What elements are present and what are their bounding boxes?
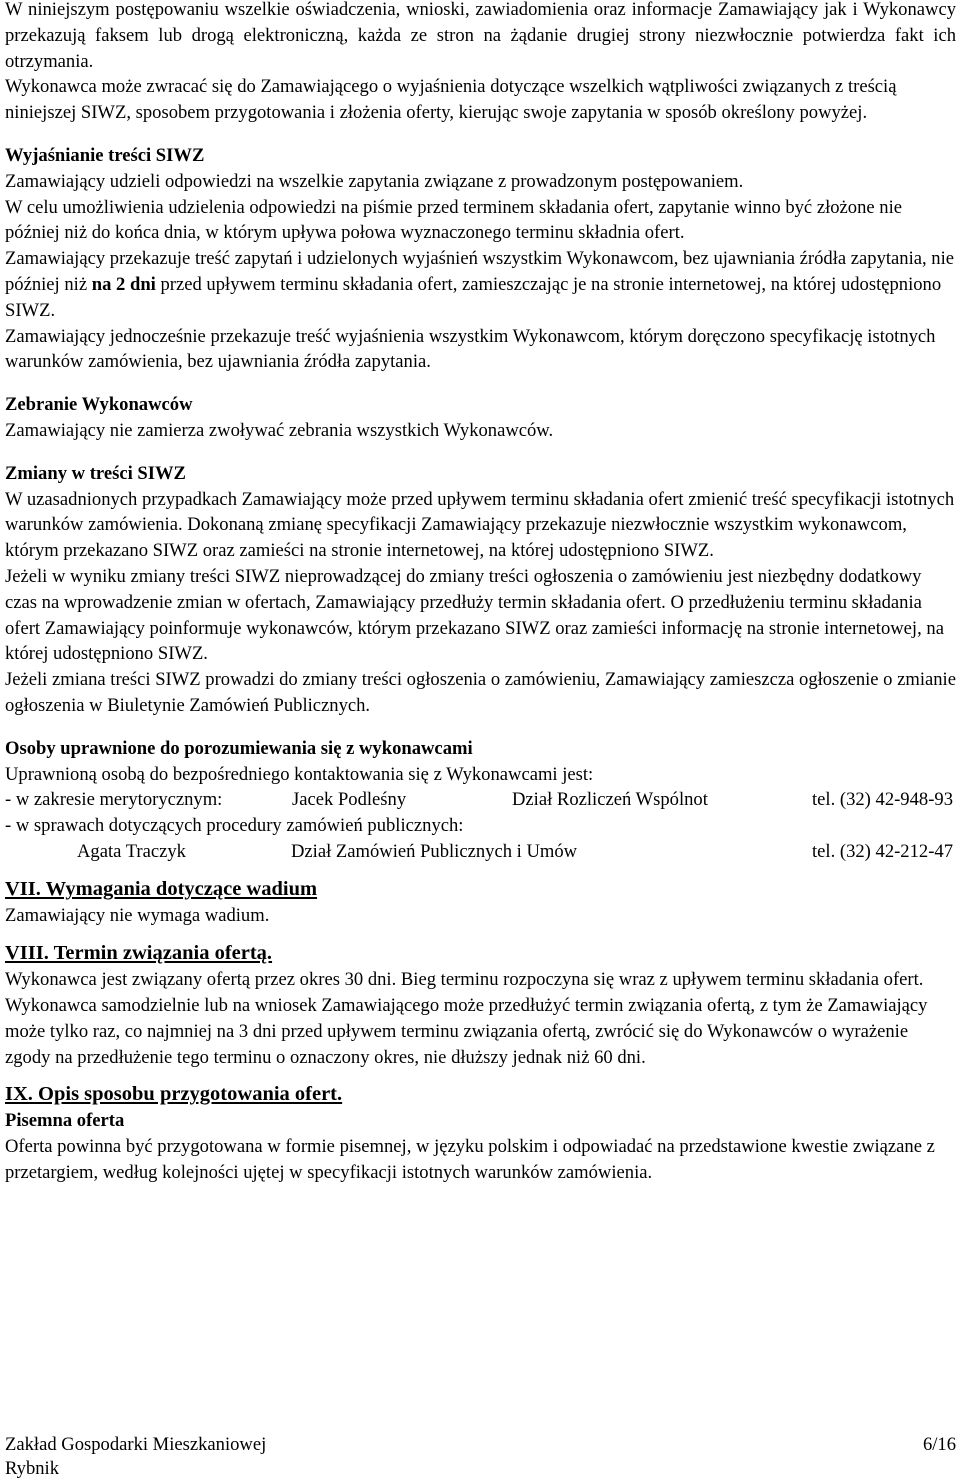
deadline-emphasis: na 2 dni <box>91 273 156 295</box>
zmiany-paragraph-2: Jeżeli w wyniku zmiany treści SIWZ nieprowadzącej do zmiany treści ogłoszenia o zamówieniu jest niezbędny dodatkowy czas na wprowadzenie zmian w ofertach, Zamawiający przedłuży termin składania ofert. O przedłużeniu terminu składania ofert Zamawiający poinformuje wykonawców, którym przekazano SIWZ oraz zamieści informację na stronie internetowej, na której udostępniono SIWZ. <box>5 565 944 665</box>
contact-name: Jacek Podleśny <box>292 789 407 811</box>
section-heading-viii: VIII. Termin związania ofertą. <box>5 942 273 965</box>
wyjasnianie-paragraph-4: Zamawiający jednocześnie przekazuje treść wyjaśnienia wszystkim Wykonawcom, którym doręczono specyfikację istotnych warunków zamówienia, bez ujawniania źródła zapytania. <box>5 325 936 373</box>
subsection-heading-pisemna-oferta: Pisemna oferta <box>5 1110 125 1132</box>
section-heading-zmiany: Zmiany w treści SIWZ <box>5 462 186 484</box>
section-heading-wyjasnianie: Wyjaśnianie treści SIWZ <box>5 144 205 166</box>
page-footer <box>5 1432 956 1480</box>
ix-paragraph: Oferta powinna być przygotowana w formie pisemnej, w języku polskim i odpowiadać na przedstawione kwestie związane z przetargiem, według kolejności ujętej w specyfikacji istotnych warunków zamówienia. <box>5 1136 935 1183</box>
zebranie-paragraph: Zamawiający nie zamierza zwoływać zebrania wszystkich Wykonawców. <box>5 419 554 441</box>
document-page <box>5 0 956 1186</box>
footer-city: Rybnik <box>5 1458 60 1479</box>
zmiany-paragraph-3: Jeżeli zmiana treści SIWZ prowadzi do zmiany treści ogłoszenia o zamówieniu, Zamawiający zamieszcza ogłoszenie o zmianie ogłoszenia w Biuletynie Zamówień Publicznych. <box>5 669 956 716</box>
section-heading-ix: IX. Opis sposobu przygotowania ofert. <box>5 1083 343 1106</box>
vii-paragraph: Zamawiający nie wymaga wadium. <box>5 905 270 927</box>
wyjasnianie-paragraph-3 <box>5 246 956 323</box>
contact-department: Dział Rozliczeń Wspólnot <box>512 789 708 811</box>
section-heading-osoby: Osoby uprawnione do porozumiewania się z wykonawcami <box>5 737 473 759</box>
contact-name: Agata Traczyk <box>77 841 186 863</box>
page-number: 6/16 <box>922 1434 956 1455</box>
zmiany-paragraph-1: W uzasadnionych przypadkach Zamawiający może przed upływem terminu składania ofert zmienić treść specyfikacji istotnych warunków zamówienia. Dokonaną zmianę specyfikacji Zamawiający przekazuje niezwłocznie wszystkim wykonawcom, którym przekazano SIWZ oraz zamieści na stronie internetowej, na której udostępniono SIWZ. <box>5 488 955 562</box>
wyjasnianie-paragraph-1: Zamawiający udzieli odpowiedzi na wszelkie zapytania związane z prowadzonym postępowaniem. <box>5 170 744 192</box>
contact-row-procedura <box>5 839 956 865</box>
contact-scope-label: - w zakresie merytorycznym: <box>5 789 223 811</box>
viii-paragraph-1: Wykonawca jest związany ofertą przez okres 30 dni. Bieg terminu rozpoczyna się wraz z upływem terminu składania ofert. <box>5 969 924 991</box>
contact-department: Dział Zamówień Publicznych i Umów <box>291 841 578 863</box>
contact-scope-label: - w sprawach dotyczących procedury zamówień publicznych: <box>5 815 464 837</box>
wyjasnianie-p3-text-a: Zamawiający przekazuje treść zapytań i udzielonych wyjaśnień wszystkim Wykonawcom, bez ujawniania źródła zapytania, nie później niż <box>5 248 955 295</box>
contact-row-merytoryczny <box>5 787 956 813</box>
osoby-intro: Uprawnioną osobą do bezpośredniego kontaktowania się z Wykonawcami jest: <box>5 763 594 785</box>
viii-paragraph-2: Wykonawca samodzielnie lub na wniosek Zamawiającego może przedłużyć termin związania ofertą, z tym że Zamawiający może tylko raz, co najmniej na 3 dni przed upływem terminu związania ofertą, zwrócić się do Wykonawców o wyrażenie zgody na przedłużenie tego terminu o oznaczony okres, nie dłuższy jednak niż 60 dni. <box>5 994 928 1068</box>
wyjasnianie-p3-text-b: przed upływem terminu składania ofert, zamieszczając je na stronie internetowej, na której udostępniono SIWZ. <box>5 273 942 321</box>
footer-organization: Zakład Gospodarki Mieszkaniowej <box>5 1434 267 1455</box>
contact-phone: tel. (32) 42-212-47 <box>812 841 953 863</box>
wyjasnianie-paragraph-2: W celu umożliwienia udzielenia odpowiedzi na piśmie przed terminem składania ofert, zapytanie winno być złożone nie później niż do końca dnia, w którym upływa połowa wyznaczonego terminu składnia ofert. <box>5 196 902 244</box>
section-heading-zebranie: Zebranie Wykonawców <box>5 394 193 416</box>
section-heading-vii: VII. Wymagania dotyczące wadium <box>5 878 318 901</box>
intro-paragraph-1: W niniejszym postępowaniu wszelkie oświadczenia, wnioski, zawiadomienia oraz informacje Zamawiający jak i Wykonawcy przekazują faksem lub drogą elektroniczną, każda ze stron na żądanie drugiej strony niezwłocznie potwierdza fakt ich otrzymania. <box>5 0 956 72</box>
intro-paragraph-2: Wykonawca może zwracać się do Zamawiającego o wyjaśnienia dotyczące wszelkich wątpliwości związanych z treścią niniejszej SIWZ, sposobem przygotowania i złożenia oferty, kierując swoje zapytania w sposób określony powyżej. <box>5 76 897 124</box>
contact-scope-procedura <box>5 813 956 839</box>
contact-phone: tel. (32) 42-948-93 <box>812 789 953 811</box>
